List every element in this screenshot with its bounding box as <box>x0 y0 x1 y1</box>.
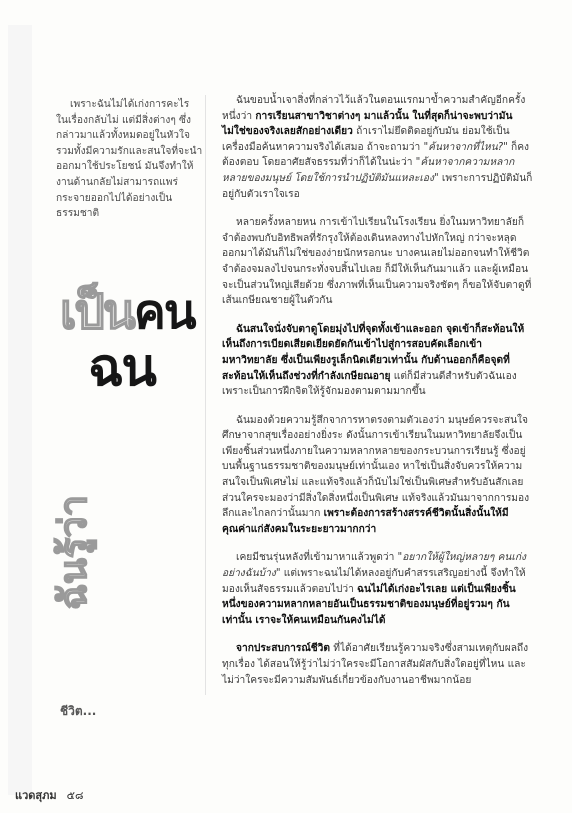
left-column-text: เพราะฉันไม่ได้เก่งการคะไร ในเรื่องกลับไม่ แต่มีสิ่งต่างๆ ซึ่งกล่าวมาแล้วทั้งหมดอยู่ในหัวใจ รวมทั้งมีความรักและสนใจที่จะนำออกมาใช้ประโยชน์ มันจึงทำให้งานด้านกลัยไม่สามารถแพร่กระจายออกไปได้อย่างเป็นธรรมชาติ <box>56 99 203 220</box>
sidebar-title-graphic <box>51 284 198 610</box>
column-divider <box>205 95 206 695</box>
main-article <box>222 93 534 701</box>
paragraph-3: ฉันสนใจนั่งจับตาดูโดยมุ่งไปที่จุดทั้งเข้าและออก จุดเข้าก็สะท้อนให้เห็นถึงการเบียดเสียดเยียดยัดกันเข้าไปสู่การสอบคัดเลือกเข้ามหาวิทยาลัย ซึ่งเป็นเพียงรูเล็กนิดเดียวเท่านั้น กับด้านออกก็คือจุดที่สะท้อนให้เห็นถึงช่วงที่กำลังเกษียณอายุ แต่ก็มีส่วนดีสำหรับตัวฉันเอง เพราะเป็นการฝึกจิตให้รู้จักมองตามตามมากขึ้น <box>222 323 525 398</box>
page-edge-shadow <box>8 25 32 795</box>
page-footer <box>15 786 83 804</box>
sidebar-title-line-1 <box>60 284 195 340</box>
paragraph-5: เคยมีชนรุ่นหลังที่เข้ามาหาแล้วพูดว่า "อยากให้ผู้ใหญ่หลายๆ คนเก่งอย่างฉันบ้าง" แต่เพราะฉนไม่ได้หลงอยู่กับคำสรรเสริญอย่างนี้ จึงทำให้มองเห็นสัจธรรมแล้วตอบไปว่า ฉนไม่ได้เก่งอะไรเลย แต่เป็นเพียงชิ้นหนึ่งของความหลากหลายอันเป็นธรรมชาติของมนุษย์ที่อยู่รวมๆ กันเท่านั้น เราจะให้คนเหมือนกันคงไม่ได้ <box>222 552 526 626</box>
sidebar-vertical-title: ฉันรู้ว่า <box>51 495 95 610</box>
magazine-name: แวดสุภม <box>15 789 57 802</box>
paragraph-1: ฉันขอบน้ำเจาสิ่งที่กล่าวไว้แล้วในตอนแรกมาข้ำความสำคัญอีกครั้งหนึ่งว่า การเรียนสาขาวิชาต่างๆ มาแล้วนั้น ในที่สุดก็น่าจะพบว่ามันไม่ใช่ของจริงเลยสักอย่างเดียว ถ้าเราไม่ยึดติดอยู่กับมัน ย่อมใช้เป็นเครื่องมือค้นหาความจริงได้เสมอ ถ้าจะถามว่า "ค้นหาจากที่ไหน?" ก็คงต้องตอบ โดยอาศัยสัจธรรมที่ว่าก็ได้ในน่ะว่า "ค้นหาจากความหลากหลายของมนุษย์ โดยใช้การนำปฏิบัติมันแหละเอง" เพราะการปฏิบัติมันก็อยู่กับตัวเราใจเรอ <box>222 95 533 200</box>
column-logo: ชีวิต... <box>60 704 97 718</box>
sidebar-title-ghost-word: เป็น <box>60 284 134 340</box>
sidebar-title-line-2: ฉน <box>88 338 155 398</box>
sidebar-title-solid-word: คน <box>133 284 195 340</box>
paragraph-6: จากประสบการณ์ชีวิต ที่ได้อาศัยเรียนรู้ความจริงซึ่งสามเหตุกับผลถึงทุกเรื่อง ได้สอนให้รู้ว่าไม่ว่าใครจะมีโอกาสสัมผัสกับสิ่งใดอยู่ที่ไหน และไม่ว่าใครจะมีความสัมพันธ์เกี่ยวข้องกับงานอาชีพมากน้อย <box>222 643 529 686</box>
paragraph-2: หลายครั้งหลายหน การเข้าไปเรียนในโรงเรียน ยิ่งในมหาวิทยาลัยก็จำต้องพบกับอิทธิพลที่รักรุงให้ต้องเดินหลงทางไปหักใหญ่ กว่าจะหลุดออกมาได้มันก็ไม่ใช่ของง่ายนักหรอกนะ บางคนเลยไม่ออกจนทำให้ชีวิตจำต้องจมลงไปจนกระทั่งจบสิ้นไปเลย ก็มีให้เห็นกันมาแล้ว และผู้เหมือนจะเป็นส่วนใหญ่เสียด้วย ซึ่งภาพที่เห็นเป็นความจริงชัดๆ ก็ขอให้จับตาดูที่เส้นเกษียณชายผู้ในตัวกัน <box>222 217 532 307</box>
page-number: ๕๘ <box>66 789 84 802</box>
paragraph-4: ฉันมองด้วยความรู้สึกจาการหาตรงตามตัวเองว่า มนุษย์ควรจะสนใจศึกษาจากสุขเรื่องอย่างยิ่งระ ดังนั้นการเข้าเรียนในมหาวิทยาลัยจึงเป็นเพียงชิ้นส่วนหนึ่งภายในความหลากหลายของกระบวนการเรียนรู้ ซึ่งอยู่บนพื้นฐานธรรมชาติของมนุษย์เท่านั้นเอง หาใช่เป็นสิ่งจับควรให้ความสนใจเป็นพิเศษไม่ และแท้จริงแล้วก็นับไม่ใช่เป็นพิเศษสำหรับอันสักเลยส่วนใครจะมองว่ามีสิ่งใดสิ่งหนึ่งเป็นพิเศษ แท้จริงแล้วมันมาจากการมองลึกและไกลกว่านั้นมาก เพราะต้องการสร้างสรรค์ชีวิตนั้นสิ่งนั้นให้มีคุณค่าแก่สังคมในระยะยาวมากกว่า <box>222 414 530 535</box>
left-column <box>56 97 204 222</box>
